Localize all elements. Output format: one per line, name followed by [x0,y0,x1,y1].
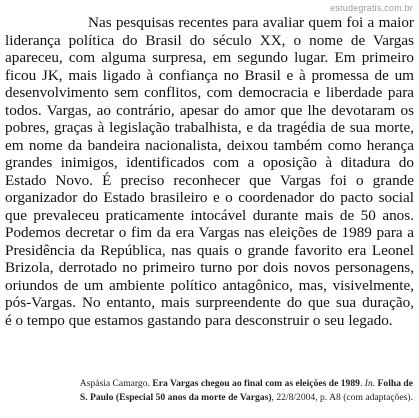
passage-line: ficou JK, mais ligado à confiança no Brasil e à promessa de um [5,66,414,84]
passage-line: desenvolvimento sem conflitos, com democracia e liberdade para [5,84,414,101]
citation-line-1 [73,377,413,391]
source-citation [73,377,413,405]
passage-line: grandes inimigos, identificados com a oposição à ditadura do [5,154,414,171]
citation-in-label: In. [364,378,376,389]
citation-title: Era Vargas chegou ao final com as eleições de 1989 [152,378,360,389]
passage-line: Brizola, derrotado no primeiro turno por dois novos personagens, [5,259,414,276]
passage-line: pobres, graças à legislação trabalhista, e da tragédia de sua morte, [5,119,414,136]
passage-line: Nas pesquisas recentes para avaliar quem foi a maior [88,14,414,31]
citation-source-start: Folha de [377,378,413,389]
citation-line-2 [73,391,413,405]
passage-line: que prevaleceu praticamente intocável durante mais de 50 anos. [5,206,414,224]
passage-line: oriundos de um ambiente político antagônico, mas, visivelmente, [5,276,414,294]
citation-details: , 22/8/2004, p. A8 (com adaptações). [271,392,413,403]
passage-line: todos. Vargas, ao contrário, apesar do amor que lhe devotaram os [5,101,414,119]
watermark: estudegratis.com.br [330,3,413,13]
citation-source-end: S. Paulo (Especial 50 anos da morte de Vargas) [79,392,272,403]
passage-line: Presidência da República, nas quais o grande favorito era Leonel [5,241,414,259]
passage-line: organizador do Estado brasileiro e o coordenador do pacto social [5,189,414,206]
passage-line: é o tempo que estamos gastando para desconstruir o seu legado. [5,311,393,329]
passage-line: Estado Novo. É preciso reconhecer que Vargas foi o grande [5,171,414,189]
passage-line: apareceu, com alguma surpresa, em segundo lugar. Em primeiro [5,49,414,66]
text-passage [5,14,414,329]
citation-author: Aspásia Camargo. [79,378,150,389]
citation-period: . [359,378,363,389]
passage-line: Podemos decretar o fim da era Vargas nas eleições de 1989 para a [5,224,414,241]
passage-line: pós-Vargas. No entanto, mais surpreendente do que sua duração, [5,294,414,311]
passage-line: liderança política do Brasil do século XX, o nome de Vargas [5,31,414,49]
passage-line: em nome da bandeira nacionalista, deixou também como herança [5,136,414,154]
